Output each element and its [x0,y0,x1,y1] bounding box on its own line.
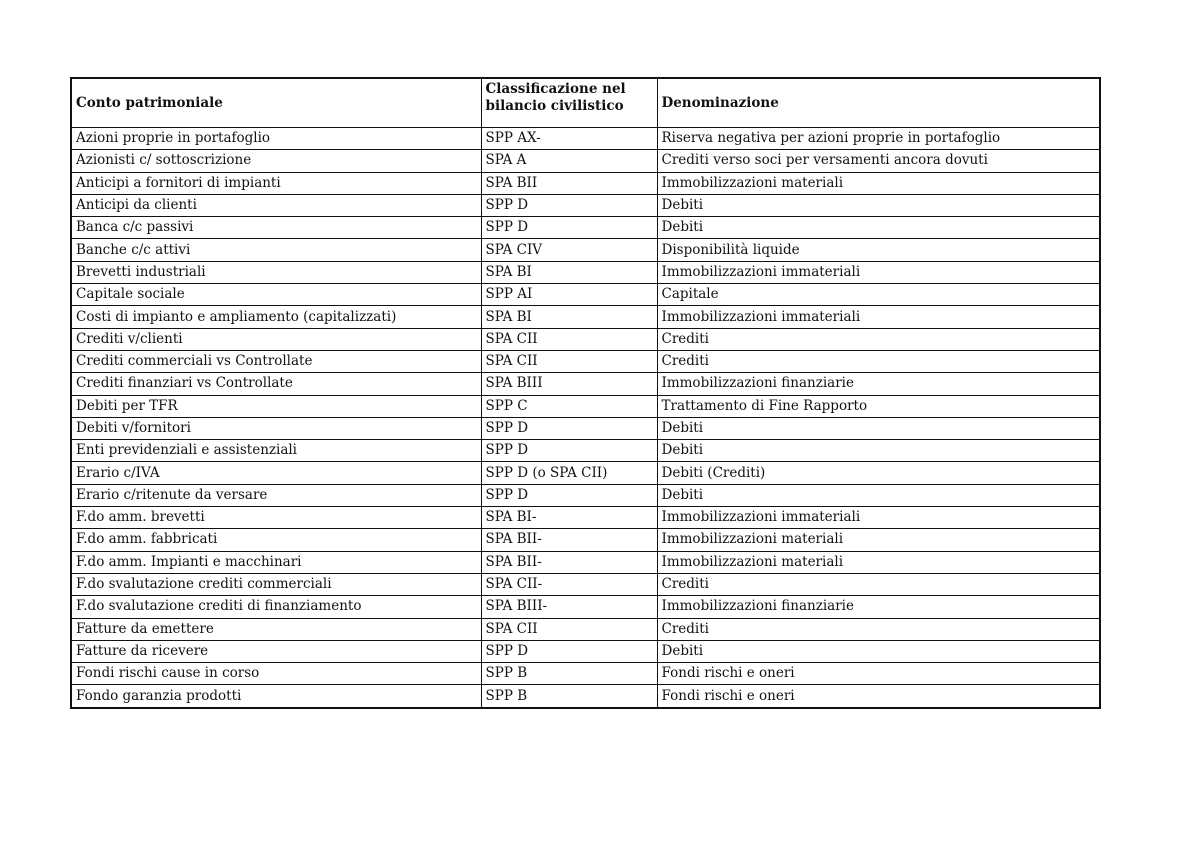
table-row [71,217,1100,239]
cell-classificazione: SPA CII [481,350,657,372]
cell-conto: Erario c/IVA [71,462,481,484]
cell-conto: Crediti v/clienti [71,328,481,350]
cell-conto: F.do svalutazione crediti commerciali [71,573,481,595]
cell-conto: Anticipi da clienti [71,194,481,216]
cell-classificazione: SPP D [481,194,657,216]
table-row [71,573,1100,595]
table-row [71,306,1100,328]
cell-denominazione: Immobilizzazioni finanziarie [657,596,1100,618]
cell-classificazione: SPA BIII- [481,596,657,618]
cell-conto: Crediti commerciali vs Controllate [71,350,481,372]
cell-classificazione: SPA CII [481,618,657,640]
cell-conto: Fondo garanzia prodotti [71,685,481,708]
table-header-row [71,78,1100,128]
cell-classificazione: SPA BIII [481,373,657,395]
cell-denominazione: Debiti [657,440,1100,462]
table-row [71,462,1100,484]
cell-denominazione: Crediti [657,350,1100,372]
table-row [71,328,1100,350]
table-row [71,663,1100,685]
cell-conto: F.do svalutazione crediti di finanziamento [71,596,481,618]
cell-denominazione: Fondi rischi e oneri [657,685,1100,708]
header-conto-patrimoniale: Conto patrimoniale [71,78,481,128]
cell-classificazione: SPP D [481,440,657,462]
header-denominazione: Denominazione [657,78,1100,128]
table-row [71,150,1100,172]
header-classificazione: Classificazione nel bilancio civilistico [481,78,657,128]
table-row [71,596,1100,618]
cell-denominazione: Debiti (Crediti) [657,462,1100,484]
table-row [71,685,1100,708]
cell-conto: Azioni proprie in portafoglio [71,128,481,150]
table-row [71,484,1100,506]
table-row [71,395,1100,417]
cell-classificazione: SPA BI [481,261,657,283]
cell-denominazione: Immobilizzazioni materiali [657,529,1100,551]
cell-classificazione: SPA CII- [481,573,657,595]
table-row [71,507,1100,529]
table-row [71,417,1100,439]
cell-classificazione: SPA CII [481,328,657,350]
cell-denominazione: Crediti [657,618,1100,640]
table-row [71,618,1100,640]
table-row [71,373,1100,395]
cell-classificazione: SPA BII- [481,529,657,551]
cell-conto: Enti previdenziali e assistenziali [71,440,481,462]
cell-conto: Fondi rischi cause in corso [71,663,481,685]
cell-denominazione: Debiti [657,640,1100,662]
cell-classificazione: SPP B [481,663,657,685]
cell-classificazione: SPP D [481,217,657,239]
cell-denominazione: Trattamento di Fine Rapporto [657,395,1100,417]
cell-denominazione: Debiti [657,417,1100,439]
cell-denominazione: Crediti verso soci per versamenti ancora dovuti [657,150,1100,172]
cell-conto: Capitale sociale [71,284,481,306]
cell-denominazione: Debiti [657,194,1100,216]
table-row [71,172,1100,194]
table-row [71,640,1100,662]
accounts-table [70,77,1101,709]
table-row [71,529,1100,551]
cell-denominazione: Disponibilità liquide [657,239,1100,261]
cell-classificazione: SPP D [481,640,657,662]
cell-denominazione: Immobilizzazioni materiali [657,172,1100,194]
table-row [71,194,1100,216]
cell-denominazione: Immobilizzazioni finanziarie [657,373,1100,395]
cell-conto: F.do amm. brevetti [71,507,481,529]
cell-denominazione: Crediti [657,573,1100,595]
cell-conto: Azionisti c/ sottoscrizione [71,150,481,172]
cell-conto: Erario c/ritenute da versare [71,484,481,506]
cell-classificazione: SPA CIV [481,239,657,261]
cell-conto: F.do amm. fabbricati [71,529,481,551]
cell-conto: Fatture da emettere [71,618,481,640]
cell-denominazione: Immobilizzazioni immateriali [657,507,1100,529]
cell-classificazione: SPA BII [481,172,657,194]
cell-classificazione: SPP AI [481,284,657,306]
cell-classificazione: SPA BI- [481,507,657,529]
cell-classificazione: SPP AX- [481,128,657,150]
cell-denominazione: Riserva negativa per azioni proprie in portafoglio [657,128,1100,150]
cell-conto: Debiti v/fornitori [71,417,481,439]
cell-classificazione: SPP B [481,685,657,708]
table-row [71,440,1100,462]
cell-denominazione: Immobilizzazioni immateriali [657,306,1100,328]
cell-classificazione: SPP D [481,484,657,506]
cell-classificazione: SPP D [481,417,657,439]
cell-denominazione: Debiti [657,484,1100,506]
cell-denominazione: Capitale [657,284,1100,306]
cell-classificazione: SPA A [481,150,657,172]
table-body [71,128,1100,708]
cell-classificazione: SPP C [481,395,657,417]
table-row [71,284,1100,306]
cell-denominazione: Fondi rischi e oneri [657,663,1100,685]
table-row [71,261,1100,283]
cell-denominazione: Immobilizzazioni materiali [657,551,1100,573]
cell-conto: Costi di impianto e ampliamento (capitalizzati) [71,306,481,328]
table-row [71,128,1100,150]
table-row [71,551,1100,573]
table-row [71,350,1100,372]
cell-conto: Brevetti industriali [71,261,481,283]
cell-denominazione: Crediti [657,328,1100,350]
cell-conto: Fatture da ricevere [71,640,481,662]
cell-conto: Debiti per TFR [71,395,481,417]
cell-conto: F.do amm. Impianti e macchinari [71,551,481,573]
table-row [71,239,1100,261]
cell-classificazione: SPA BI [481,306,657,328]
cell-conto: Anticipi a fornitori di impianti [71,172,481,194]
cell-classificazione: SPA BII- [481,551,657,573]
cell-conto: Banche c/c attivi [71,239,481,261]
cell-denominazione: Debiti [657,217,1100,239]
cell-conto: Banca c/c passivi [71,217,481,239]
cell-denominazione: Immobilizzazioni immateriali [657,261,1100,283]
cell-conto: Crediti finanziari vs Controllate [71,373,481,395]
document-page [70,77,1099,709]
cell-classificazione: SPP D (o SPA CII) [481,462,657,484]
